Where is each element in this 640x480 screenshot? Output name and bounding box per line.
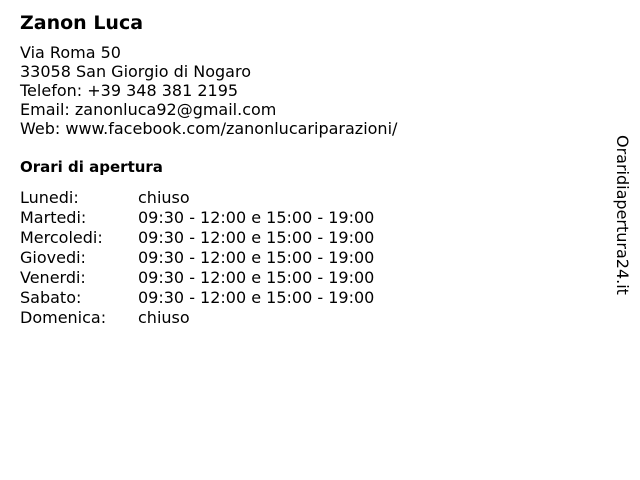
day-hours: 09:30 - 12:00 e 15:00 - 19:00: [138, 268, 375, 287]
day-hours: 09:30 - 12:00 e 15:00 - 19:00: [138, 288, 375, 307]
hours-row-sunday: [20, 308, 374, 328]
day-label: Lunedi:: [20, 188, 79, 207]
opening-hours-title: Orari di apertura: [20, 158, 163, 176]
day-label: Sabato:: [20, 288, 82, 307]
opening-hours-table: [20, 188, 374, 328]
day-label: Mercoledi:: [20, 228, 103, 247]
day-hours: chiuso: [138, 308, 190, 327]
hours-row-saturday: [20, 288, 374, 308]
site-watermark: Oraridiapertura24.it: [613, 135, 632, 295]
day-label: Martedi:: [20, 208, 87, 227]
day-label: Domenica:: [20, 308, 107, 327]
day-hours: 09:30 - 12:00 e 15:00 - 19:00: [138, 208, 375, 227]
day-hours: 09:30 - 12:00 e 15:00 - 19:00: [138, 248, 375, 267]
website-line: Web: www.facebook.com/zanonlucariparazioni/: [20, 119, 398, 138]
city-line: 33058 San Giorgio di Nogaro: [20, 62, 251, 81]
business-card: [20, 10, 600, 328]
email-line: Email: zanonluca92@gmail.com: [20, 100, 277, 119]
day-label: Giovedi:: [20, 248, 86, 267]
day-hours: chiuso: [138, 188, 190, 207]
phone-line: Telefon: +39 348 381 2195: [20, 81, 239, 100]
day-hours: 09:30 - 12:00 e 15:00 - 19:00: [138, 228, 375, 247]
day-label: Venerdi:: [20, 268, 86, 287]
address-line: Via Roma 50: [20, 43, 121, 62]
hours-row-friday: [20, 268, 374, 288]
business-name: Zanon Luca: [20, 12, 144, 34]
hours-row-tuesday: [20, 208, 374, 228]
hours-row-monday: [20, 188, 374, 208]
hours-row-thursday: [20, 248, 374, 268]
hours-row-wednesday: [20, 228, 374, 248]
